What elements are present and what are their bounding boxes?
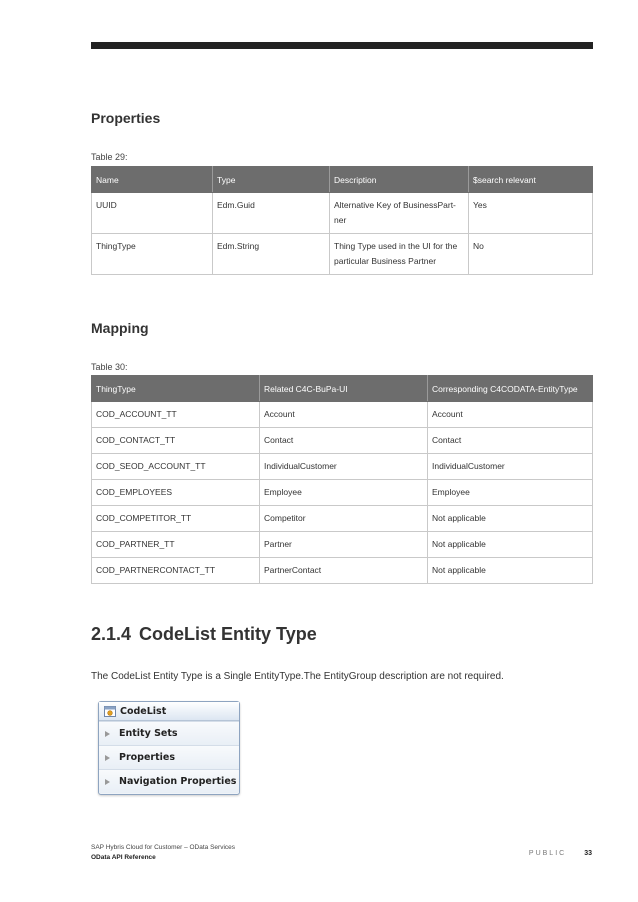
codelist-item-navigation-properties[interactable] [99, 769, 239, 793]
table-cell: Not applicable [428, 506, 593, 532]
table-cell: Employee [428, 480, 593, 506]
table-cell: Edm.String [213, 234, 330, 275]
table-cell: COD_COMPETITOR_TT [92, 506, 260, 532]
table-cell: Alternative Key of BusinessPart- ner [330, 193, 469, 234]
table-row [92, 558, 593, 584]
table-cell: ThingType [92, 234, 213, 275]
expand-triangle-icon [105, 779, 110, 785]
section-title [91, 624, 317, 645]
table-row [92, 428, 593, 454]
table-row [92, 480, 593, 506]
table-cell: Partner [260, 532, 428, 558]
codelist-item-entity-sets[interactable] [99, 721, 239, 745]
table-cell: IndividualCustomer [428, 454, 593, 480]
codelist-entity-box [98, 701, 240, 795]
mapping-heading: Mapping [91, 320, 149, 336]
codelist-item-label: Properties [119, 752, 175, 763]
table-cell: Account [260, 402, 428, 428]
table-cell: Account [428, 402, 593, 428]
table-cell: COD_PARTNERCONTACT_TT [92, 558, 260, 584]
entity-type-icon [104, 706, 116, 717]
column-header-entitytype: Corresponding C4CODATA-EntityType [428, 376, 593, 402]
table-cell: Not applicable [428, 558, 593, 584]
codelist-title: CodeList [120, 705, 167, 717]
expand-triangle-icon [105, 755, 110, 761]
section-paragraph: The CodeList Entity Type is a Single EntityType.The EntityGroup description are not required. [91, 671, 504, 682]
table-cell: COD_SEOD_ACCOUNT_TT [92, 454, 260, 480]
table-29-caption: Table 29: [91, 152, 128, 162]
table-cell: IndividualCustomer [260, 454, 428, 480]
table-row [92, 402, 593, 428]
table-cell: Edm.Guid [213, 193, 330, 234]
footer-document-info [91, 843, 235, 863]
codelist-item-label: Navigation Properties [119, 776, 237, 787]
mapping-table [91, 375, 593, 584]
table-cell: Contact [428, 428, 593, 454]
codelist-header [99, 702, 239, 721]
footer-document-title: OData API Reference [91, 854, 156, 861]
table-cell: Thing Type used in the UI for the particular Business Partner [330, 234, 469, 275]
page-number: 33 [584, 850, 592, 857]
column-header-description: Description [330, 167, 469, 193]
table-cell: Yes [469, 193, 593, 234]
table-cell: Employee [260, 480, 428, 506]
codelist-item-properties[interactable] [99, 745, 239, 769]
column-header-related-ui: Related C4C-BuPa-UI [260, 376, 428, 402]
column-header-name: Name [92, 167, 213, 193]
table-cell: No [469, 234, 593, 275]
table-row [92, 506, 593, 532]
column-header-thingtype: ThingType [92, 376, 260, 402]
table-row [92, 532, 593, 558]
table-cell: Contact [260, 428, 428, 454]
table-cell: COD_PARTNER_TT [92, 532, 260, 558]
table-row [92, 454, 593, 480]
table-30-caption: Table 30: [91, 362, 128, 372]
table-cell: UUID [92, 193, 213, 234]
table-cell: Competitor [260, 506, 428, 532]
codelist-item-label: Entity Sets [119, 728, 178, 739]
table-cell: COD_ACCOUNT_TT [92, 402, 260, 428]
expand-triangle-icon [105, 731, 110, 737]
table-cell: PartnerContact [260, 558, 428, 584]
header-rule [91, 42, 593, 49]
section-title-text: CodeList Entity Type [139, 624, 317, 644]
footer-classification: PUBLIC [528, 850, 567, 857]
table-cell: Not applicable [428, 532, 593, 558]
properties-heading: Properties [91, 110, 161, 126]
column-header-type: Type [213, 167, 330, 193]
section-number: 2.1.4 [91, 624, 132, 644]
footer-product: SAP Hybris Cloud for Customer – OData Services [91, 844, 236, 851]
properties-table [91, 166, 593, 275]
table-cell: COD_CONTACT_TT [92, 428, 260, 454]
column-header-search-relevant: $search relevant [469, 167, 593, 193]
footer-right [529, 850, 592, 857]
table-row [92, 234, 593, 275]
table-row [92, 193, 593, 234]
table-cell: COD_EMPLOYEES [92, 480, 260, 506]
